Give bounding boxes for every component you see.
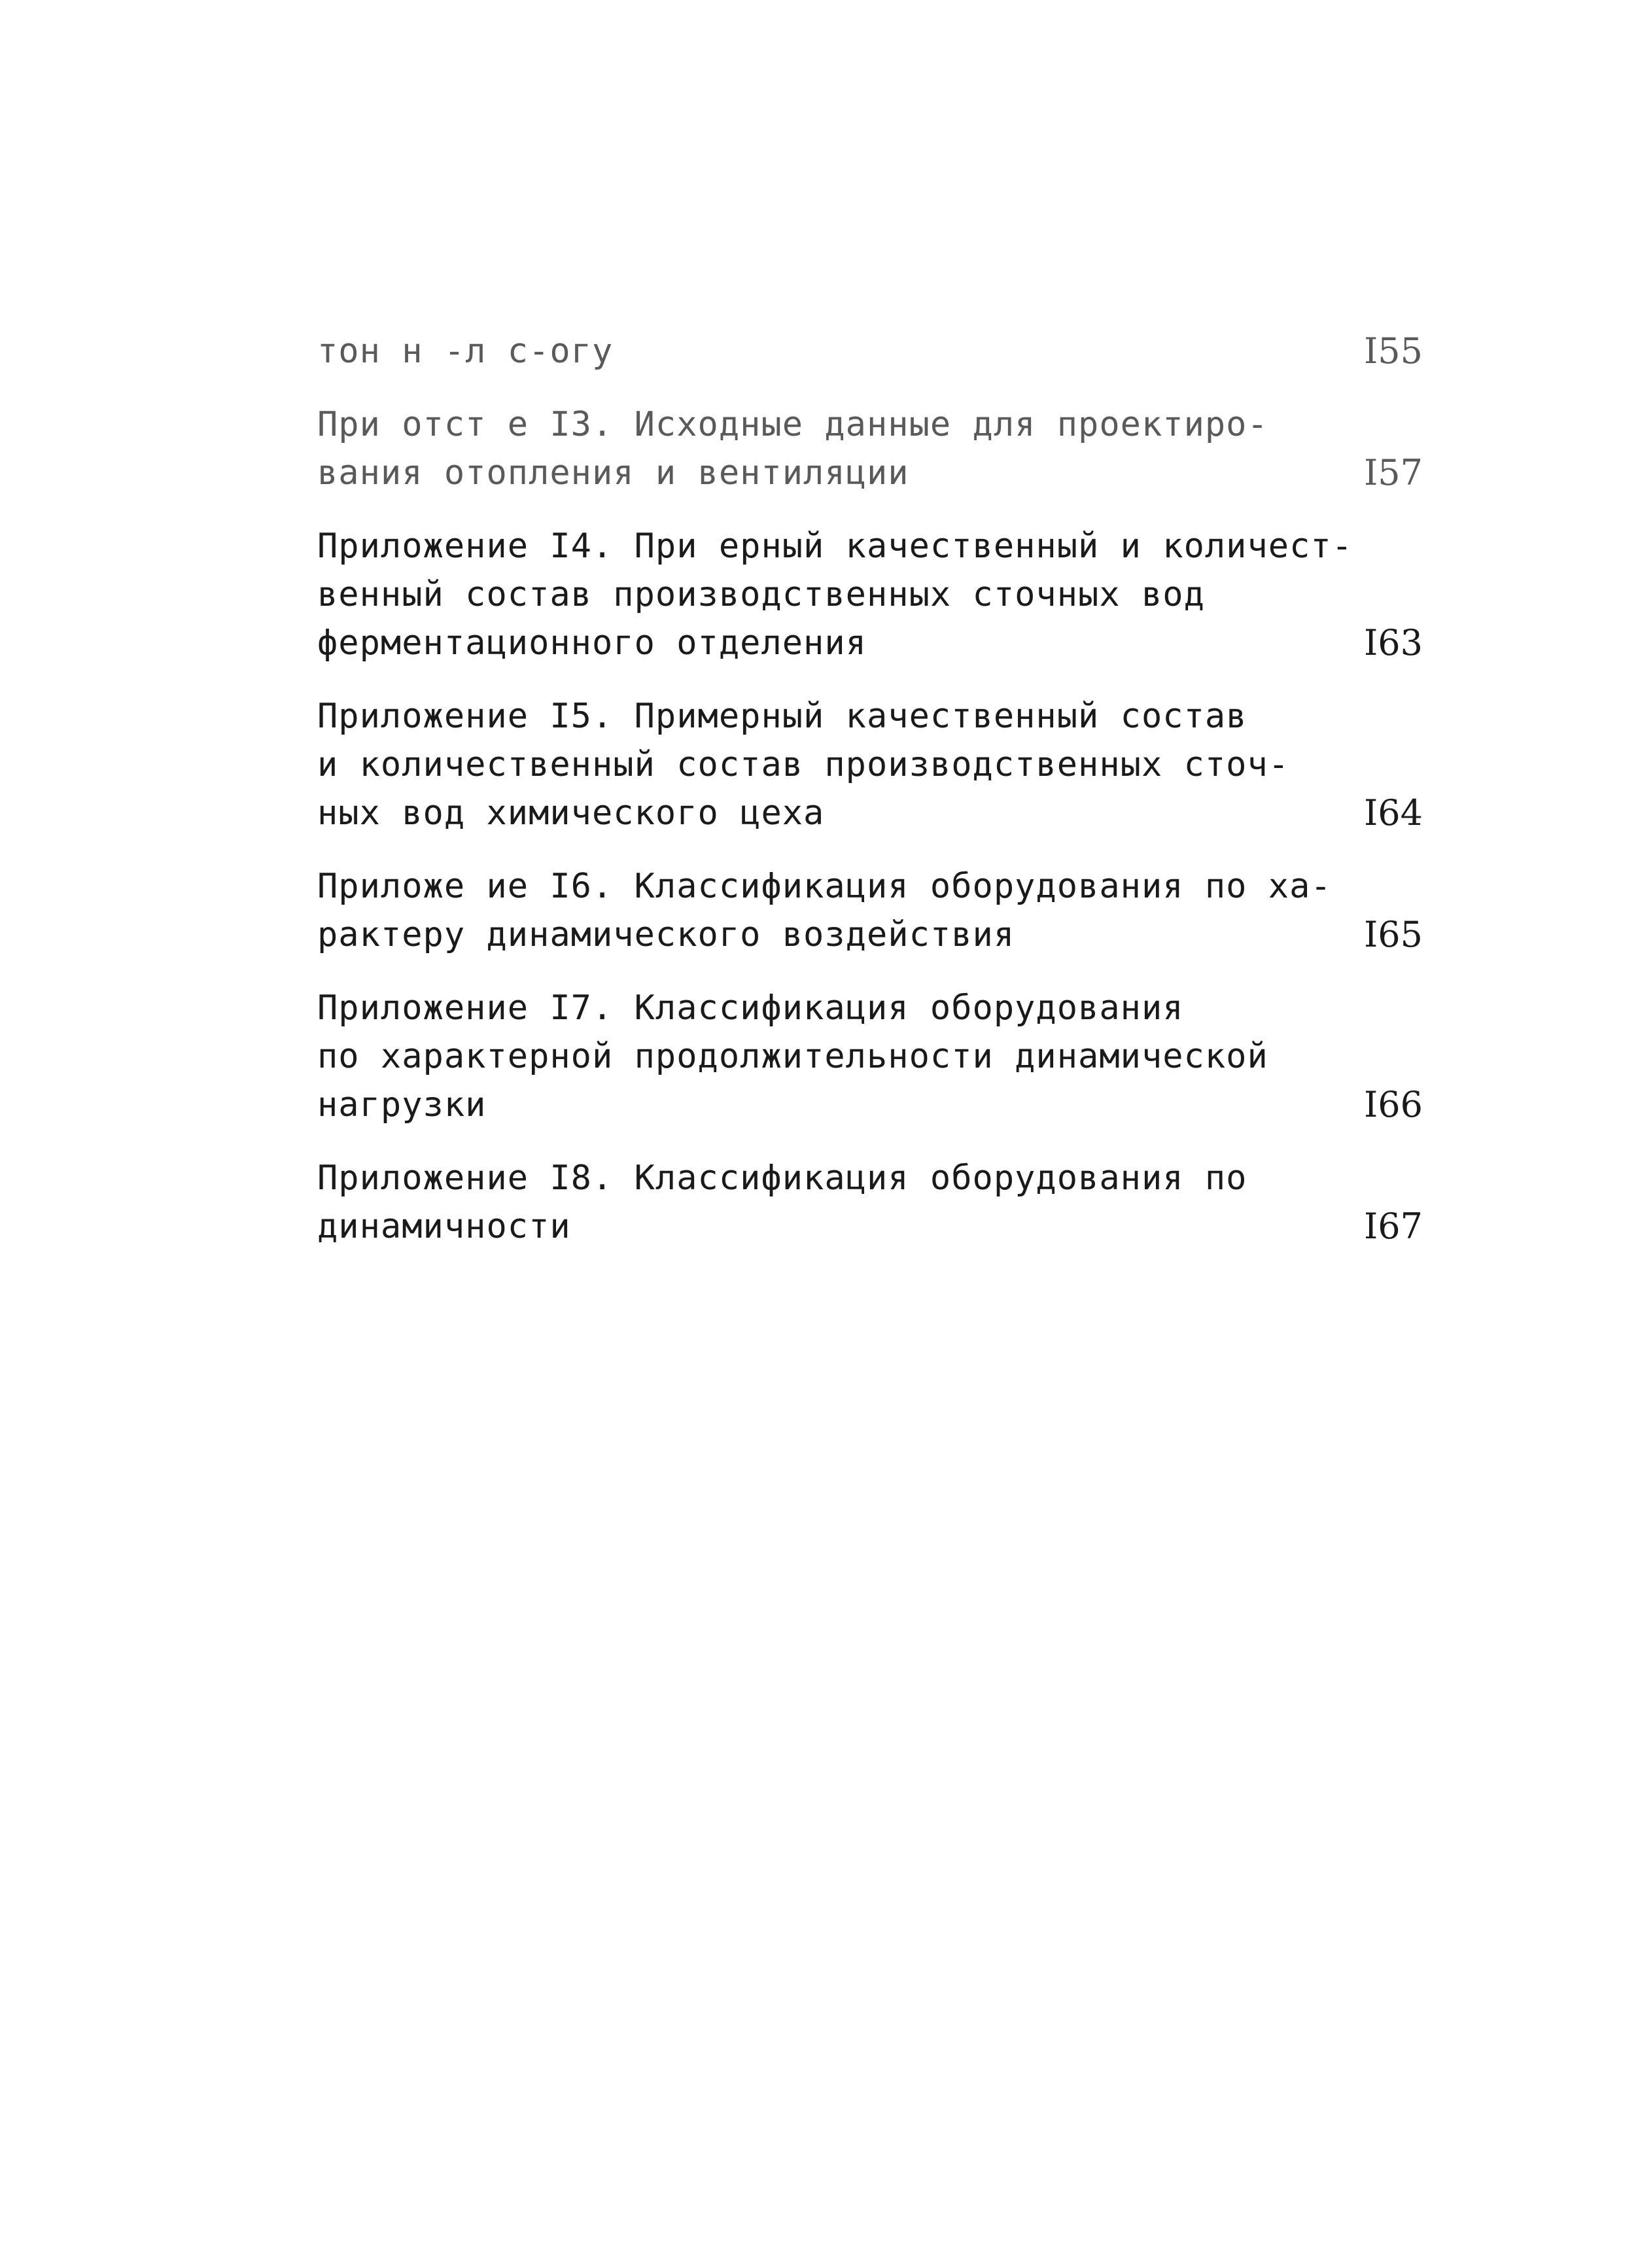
toc-entry	[317, 327, 1423, 375]
toc-entry-line: динамичности	[317, 1207, 571, 1246]
toc-entry-line: При отст е I3. Исходные данные для проектиро-	[317, 405, 1268, 444]
toc-page-number: I67	[1363, 1206, 1423, 1247]
toc-entry-title	[317, 1154, 1351, 1251]
toc-entry	[317, 862, 1423, 959]
toc-page-number: I64	[1363, 792, 1423, 833]
toc-entry-line: и количественный состав производственных сточ-	[317, 745, 1290, 784]
toc-page-number: I57	[1363, 452, 1423, 493]
toc-page-number: I66	[1363, 1084, 1423, 1125]
toc-entry-title	[317, 692, 1351, 837]
toc-page-number: I63	[1363, 622, 1423, 663]
toc-entry-line: нагрузки	[317, 1085, 487, 1125]
toc-entry-line: рактеру динамического воздействия	[317, 915, 1015, 954]
toc-entry-title	[317, 400, 1351, 497]
toc-entry-title	[317, 522, 1351, 667]
toc-entry	[317, 400, 1423, 497]
toc-entry	[317, 692, 1423, 837]
toc-page-number: I55	[1363, 330, 1423, 372]
toc-entry-line: ных вод химического цеха	[317, 794, 825, 833]
toc-entry-line: Приложение I7. Классификация оборудования	[317, 988, 1184, 1028]
table-of-contents	[317, 327, 1423, 1276]
toc-entry	[317, 522, 1423, 667]
toc-entry-line: по характерной продолжительности динамической	[317, 1037, 1268, 1076]
toc-entry-title	[317, 862, 1351, 959]
toc-entry-line: ферментационного отделения	[317, 623, 867, 663]
toc-entry	[317, 984, 1423, 1129]
toc-entry-line: Приложе ие I6. Классификация оборудования по ха-	[317, 867, 1332, 906]
toc-entry-title	[317, 984, 1351, 1129]
toc-entry-title	[317, 327, 1351, 375]
toc-entry	[317, 1154, 1423, 1251]
toc-entry-line: Приложение I5. Примерный качественный состав	[317, 697, 1247, 736]
toc-entry-line: вания отопления и вентиляции	[317, 453, 909, 493]
toc-entry-line: венный состав производственных сточных вод	[317, 575, 1205, 614]
toc-page-number: I65	[1363, 914, 1423, 955]
toc-entry-line: Приложение I8. Классификация оборудования по	[317, 1159, 1247, 1198]
toc-entry-line: Приложение I4. При ерный качественный и количест-	[317, 527, 1353, 566]
toc-entry-line: тон н -л с-огу	[317, 332, 614, 371]
